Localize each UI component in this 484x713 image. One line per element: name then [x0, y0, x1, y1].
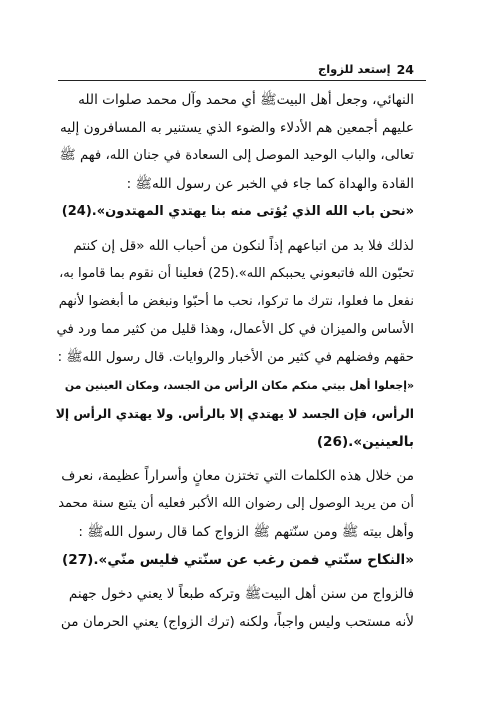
text-line: النهائي، وجعل أهل البيتﷺ أي محمد وآل محمد صلوات الله [78, 92, 414, 108]
text-line: تحبّون الله فاتبعوني يحببكم الله».(25) فعلينا أن نقوم بما قاموا به، [59, 266, 414, 281]
page-number: 24 [396, 61, 414, 77]
text-line: الأساس والميزان في كل الأعمال، وهذا قليل من كثير مما ورد في [56, 322, 414, 337]
text-line: تعالى، والباب الوحيد الموصل إلى السعادة في جنان الله، فهم ﷺ [59, 148, 414, 163]
text-line: القادة والهداة كما جاء في الخبر عن رسول اللهﷺ : [126, 176, 414, 192]
text-line: من خلال هذه الكلمات التي تختزن معانٍ وأسراراً عظيمة، نعرف [61, 468, 414, 484]
text-line: لأنه مستحب وليس واجباً، ولكنه (ترك الزواج) يعني الحرمان من [60, 614, 414, 630]
text-line: فالزواج من سنن أهل البيتﷺ وتركه طبعاً لا يعني دخول جهنم [68, 586, 414, 602]
text-line: نفعل ما فعلوا، نترك ما تركوا، نحب ما أحبّوا ونبغض ما أبغضوا لأنهم [58, 294, 414, 309]
text-line: عليهم أجمعين هم الأدلاء والضوء الذي يستنير به المسافرون إليه [60, 120, 414, 136]
header-rule [58, 80, 426, 81]
book-title: إستعد للزواج [317, 62, 391, 76]
hadith-quote: الرأس، فإن الجسد لا يهتدي إلا بالرأس. ولا يهتدي الرأس إلا [55, 406, 414, 421]
hadith-quote: بالعينين».(26) [316, 434, 414, 450]
hadith-quote: «نحن باب الله الذي يُؤتى منه بنا يهتدي المهتدون».(24) [61, 204, 414, 219]
text-line: وأهل بيته ﷺ ومن سنّتهم ﷺ الزواج كما قال رسول اللهﷺ : [78, 524, 414, 540]
text-line: أن من يريد الوصول إلى رضوان الله الأكبر فعليه أن يتبع سنة محمد [58, 496, 414, 511]
hadith-quote: «إجعلوا أهل بيتي منكم مكان الرأس من الجسد، ومكان العينين من [64, 379, 414, 392]
text-line: لذلك فلا بد من اتباعهم إذاً لنكون من أحباب الله «قل إن كنتم [73, 238, 414, 254]
text-line: حقهم وفضلهم في كثير من الأخبار والروايات. قال رسول اللهﷺ : [57, 350, 414, 365]
page-body [56, 86, 414, 636]
hadith-quote: «النكاح سنّتي فمن رغب عن سنّتي فليس منّي».(27) [62, 552, 414, 568]
page-header [60, 60, 414, 78]
